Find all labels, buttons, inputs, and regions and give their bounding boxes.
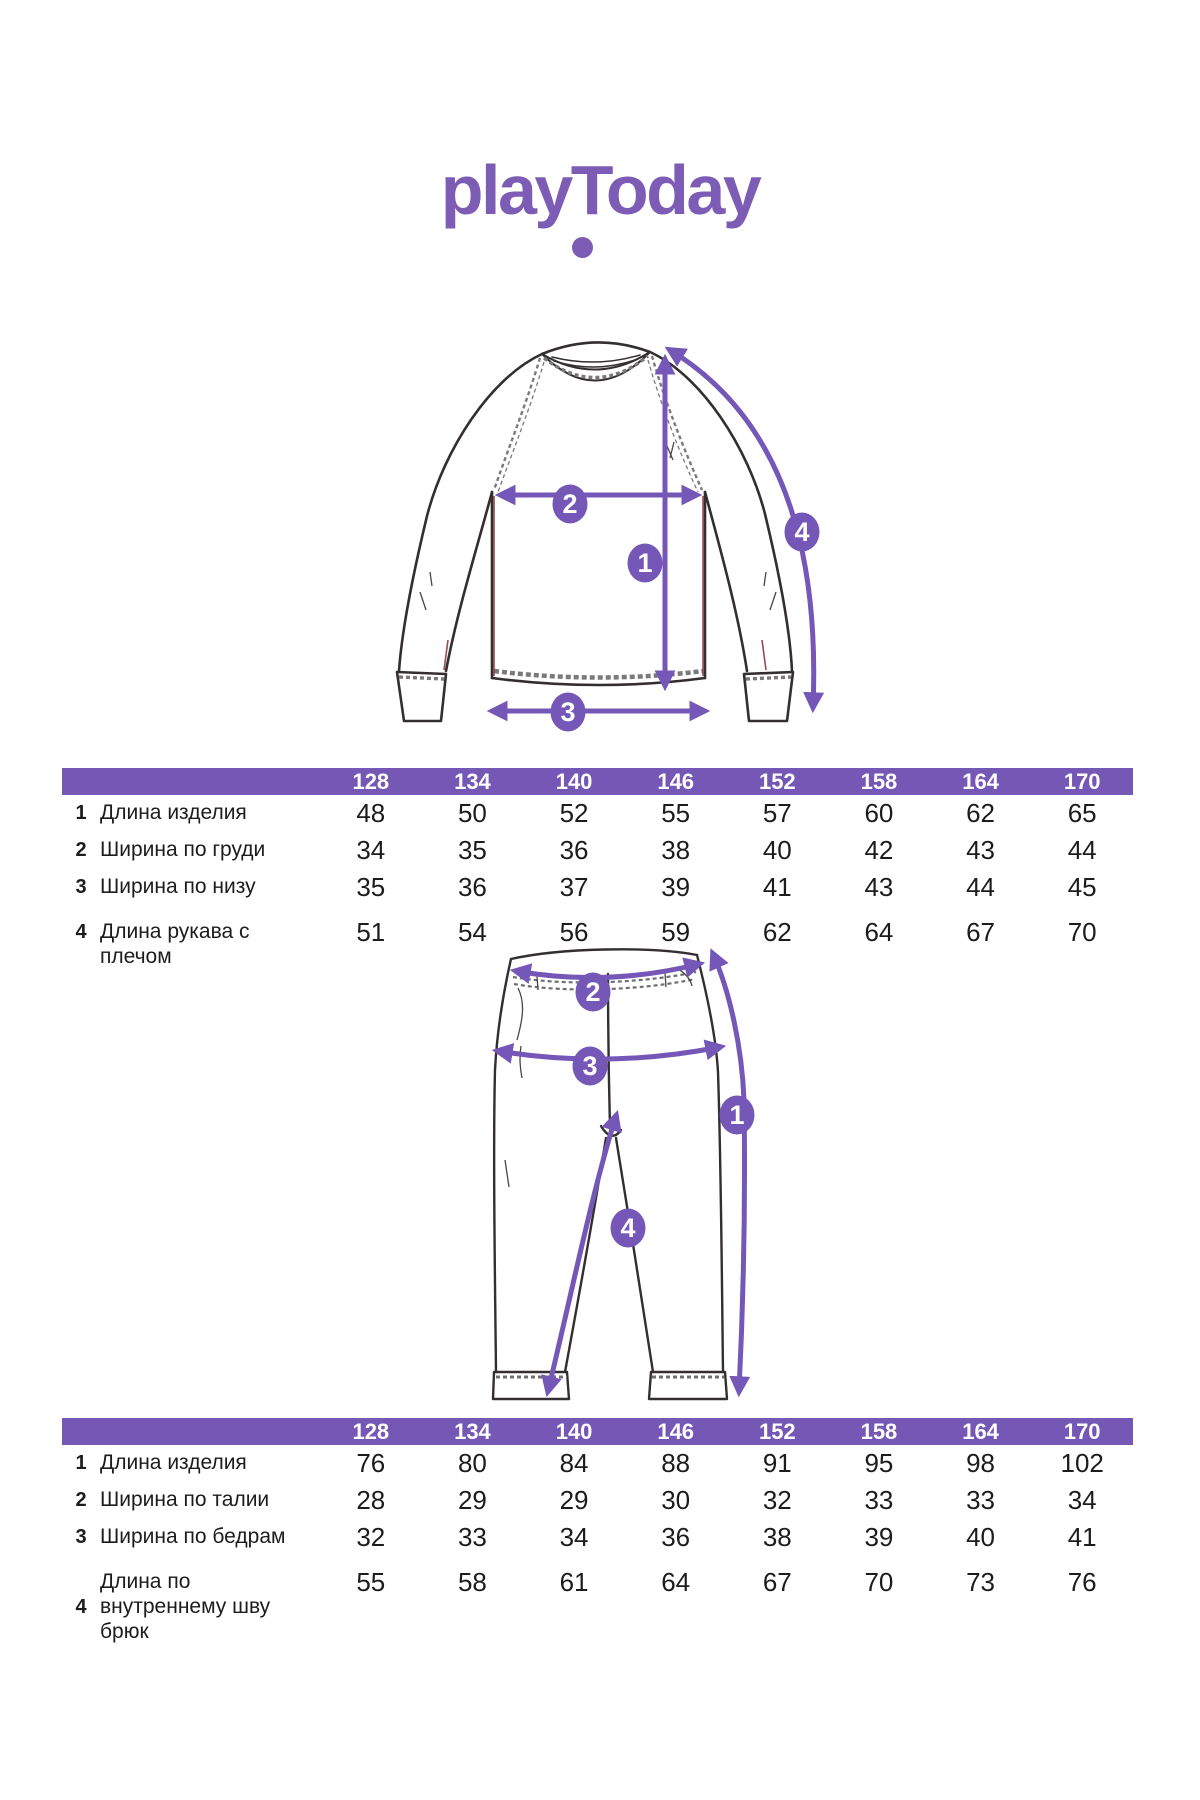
size-value: 36 bbox=[661, 1522, 691, 1552]
size-col-header: 140 bbox=[555, 768, 593, 794]
svg-text:2: 2 bbox=[562, 489, 578, 519]
measurement-arrows bbox=[493, 350, 814, 711]
sweatshirt-diagram bbox=[380, 340, 830, 735]
svg-text:1: 1 bbox=[637, 548, 653, 578]
measurement-label: Длина изделия bbox=[100, 801, 247, 824]
inseam-arrow bbox=[548, 1116, 616, 1391]
size-value: 34 bbox=[356, 835, 386, 865]
size-value: 45 bbox=[1067, 872, 1097, 902]
svg-text:4: 4 bbox=[794, 517, 810, 547]
pants-size-table bbox=[62, 1418, 1133, 1644]
size-value: 57 bbox=[762, 798, 792, 828]
size-value: 43 bbox=[864, 872, 894, 902]
measurement-row bbox=[62, 832, 1133, 869]
brand-logo-text: playToday bbox=[440, 151, 760, 229]
size-value: 41 bbox=[1067, 1522, 1097, 1552]
measurement-label: Ширина по талии bbox=[100, 1488, 270, 1511]
size-value: 39 bbox=[661, 872, 691, 902]
size-value: 30 bbox=[661, 1485, 691, 1515]
size-value: 44 bbox=[966, 872, 996, 902]
size-col-header: 152 bbox=[758, 1418, 796, 1444]
size-value: 34 bbox=[1067, 1485, 1097, 1515]
row-number: 4 bbox=[75, 1595, 87, 1618]
size-value: 91 bbox=[762, 1448, 792, 1478]
size-value: 67 bbox=[762, 1567, 792, 1597]
size-value: 33 bbox=[966, 1485, 996, 1515]
sketch-marks bbox=[420, 442, 776, 610]
measure-badge-3 bbox=[573, 1047, 608, 1086]
size-header-row bbox=[62, 768, 1133, 795]
pants-diagram bbox=[480, 930, 770, 1410]
size-value: 29 bbox=[559, 1485, 589, 1515]
brand-logo bbox=[0, 148, 1200, 268]
pants-outline bbox=[493, 949, 727, 1399]
measurement-label: Ширина по бедрам bbox=[100, 1525, 286, 1548]
size-value: 98 bbox=[966, 1448, 996, 1478]
size-col-header: 158 bbox=[860, 768, 898, 794]
size-col-header: 164 bbox=[962, 1418, 999, 1444]
measurement-label: Ширина по груди bbox=[100, 838, 266, 861]
size-value: 76 bbox=[1067, 1567, 1097, 1597]
size-value: 40 bbox=[762, 835, 792, 865]
row-number: 2 bbox=[75, 1489, 87, 1511]
size-value: 55 bbox=[356, 1567, 386, 1597]
measure-badge-3 bbox=[551, 693, 586, 732]
waist-width-arrow bbox=[516, 964, 699, 978]
measurement-row bbox=[62, 795, 1133, 832]
svg-text:3: 3 bbox=[560, 697, 576, 727]
row-number: 1 bbox=[75, 1452, 87, 1474]
size-value: 62 bbox=[966, 798, 996, 828]
measurement-label: Ширина по низу bbox=[100, 875, 256, 898]
size-col-header: 140 bbox=[555, 1418, 593, 1444]
size-value: 102 bbox=[1060, 1448, 1104, 1478]
measurement-row bbox=[62, 869, 1133, 906]
size-col-header: 152 bbox=[758, 768, 796, 794]
size-value: 36 bbox=[559, 835, 589, 865]
measurement-row bbox=[62, 1482, 1133, 1519]
size-value: 59 bbox=[661, 917, 691, 947]
brand-logo-dot bbox=[572, 237, 593, 258]
size-value: 33 bbox=[864, 1485, 894, 1515]
size-col-header: 134 bbox=[454, 768, 491, 794]
size-value: 56 bbox=[559, 917, 589, 947]
size-value: 41 bbox=[762, 872, 792, 902]
measurement-row bbox=[62, 1445, 1133, 1482]
size-value: 65 bbox=[1067, 798, 1097, 828]
size-col-header: 146 bbox=[657, 1418, 695, 1444]
size-value: 64 bbox=[661, 1567, 691, 1597]
size-value: 70 bbox=[1067, 917, 1097, 947]
pants-stitching bbox=[496, 972, 724, 1377]
size-value: 58 bbox=[457, 1567, 487, 1597]
size-value: 44 bbox=[1067, 835, 1097, 865]
size-value: 32 bbox=[356, 1522, 386, 1552]
size-value: 38 bbox=[661, 835, 691, 865]
size-value: 73 bbox=[966, 1567, 996, 1597]
measurement-row bbox=[62, 1519, 1133, 1556]
row-number: 3 bbox=[75, 876, 87, 898]
size-value: 67 bbox=[966, 917, 996, 947]
size-col-header: 146 bbox=[657, 768, 695, 794]
sweatshirt-sketch bbox=[380, 340, 830, 735]
size-value: 34 bbox=[559, 1522, 589, 1552]
size-value: 37 bbox=[559, 872, 589, 902]
size-value: 61 bbox=[559, 1567, 589, 1597]
size-value: 38 bbox=[762, 1522, 792, 1552]
svg-text:4: 4 bbox=[620, 1213, 636, 1243]
size-col-header: 134 bbox=[454, 1418, 491, 1444]
length-arrow bbox=[713, 954, 745, 1391]
size-value: 76 bbox=[356, 1448, 386, 1478]
size-value: 84 bbox=[559, 1448, 589, 1478]
pants-sketch bbox=[480, 930, 770, 1410]
size-value: 88 bbox=[661, 1448, 691, 1478]
size-value: 80 bbox=[457, 1448, 487, 1478]
measure-badge-4 bbox=[785, 513, 820, 552]
row-number: 2 bbox=[75, 839, 87, 861]
size-value: 33 bbox=[457, 1522, 487, 1552]
size-col-header: 128 bbox=[352, 1418, 390, 1444]
size-value: 60 bbox=[864, 798, 894, 828]
svg-text:3: 3 bbox=[582, 1051, 598, 1081]
size-value: 62 bbox=[762, 917, 792, 947]
measure-badge-4 bbox=[611, 1209, 646, 1248]
size-col-header: 128 bbox=[352, 768, 390, 794]
size-value: 52 bbox=[559, 798, 589, 828]
size-value: 54 bbox=[457, 917, 487, 947]
sweater-outline bbox=[397, 342, 793, 721]
size-value: 43 bbox=[966, 835, 996, 865]
size-col-header: 170 bbox=[1063, 768, 1101, 794]
svg-text:2: 2 bbox=[585, 977, 601, 1007]
measure-badge-1 bbox=[720, 1096, 755, 1135]
row-number: 4 bbox=[75, 921, 87, 943]
size-value: 42 bbox=[864, 835, 894, 865]
size-value: 48 bbox=[356, 798, 386, 828]
size-value: 29 bbox=[457, 1485, 487, 1515]
measure-badge-1 bbox=[628, 544, 663, 583]
size-value: 28 bbox=[356, 1485, 386, 1515]
measurement-label: Длина изделия bbox=[100, 1451, 247, 1474]
svg-text:1: 1 bbox=[729, 1100, 745, 1130]
size-value: 39 bbox=[864, 1522, 894, 1552]
size-value: 35 bbox=[356, 872, 386, 902]
size-value: 32 bbox=[762, 1485, 792, 1515]
size-value: 36 bbox=[457, 872, 487, 902]
measure-badge-2 bbox=[553, 485, 588, 524]
size-value: 55 bbox=[661, 798, 691, 828]
size-value: 35 bbox=[457, 835, 487, 865]
measurement-row bbox=[62, 1564, 1133, 1644]
size-value: 51 bbox=[356, 917, 386, 947]
size-value: 64 bbox=[864, 917, 894, 947]
size-header-row bbox=[62, 1418, 1133, 1445]
size-value: 40 bbox=[966, 1522, 996, 1552]
measurement-label: Длина рукава с плечом bbox=[100, 920, 250, 968]
measure-badge-2 bbox=[576, 973, 611, 1012]
measurement-label: Длина по внутреннему шву брюк bbox=[100, 1570, 271, 1643]
row-number: 1 bbox=[75, 802, 87, 824]
size-value: 50 bbox=[457, 798, 487, 828]
size-col-header: 158 bbox=[860, 1418, 898, 1444]
size-value: 70 bbox=[864, 1567, 894, 1597]
row-number: 3 bbox=[75, 1526, 87, 1548]
size-col-header: 170 bbox=[1063, 1418, 1101, 1444]
size-value: 95 bbox=[864, 1448, 894, 1478]
size-col-header: 164 bbox=[962, 768, 999, 794]
